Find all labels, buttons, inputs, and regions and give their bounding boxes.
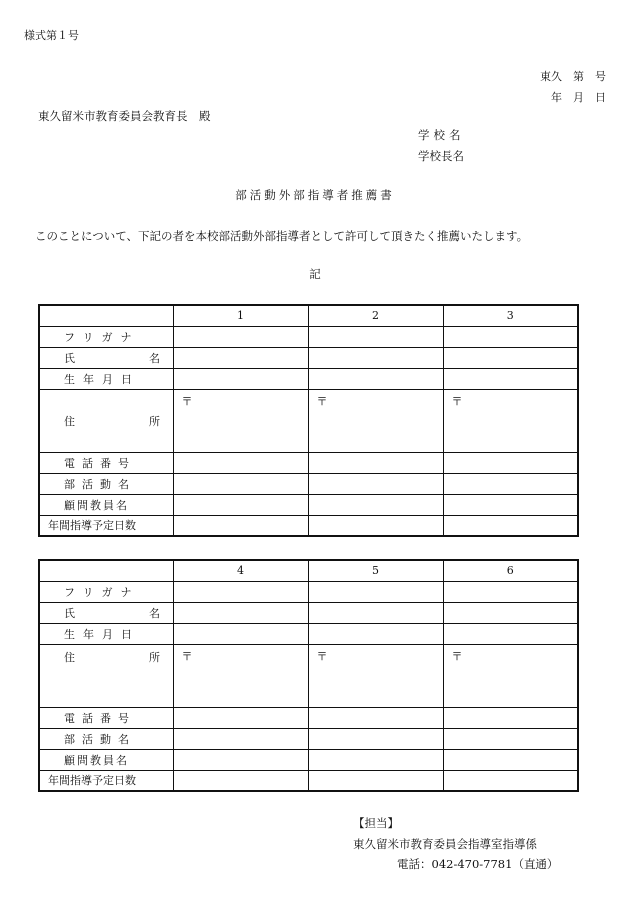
column-header: 6: [443, 560, 578, 581]
address-row: [39, 389, 578, 452]
phone-label: 電話番号: [64, 711, 136, 725]
furigana-label: フリガナ: [64, 330, 140, 344]
column-header: 4: [173, 560, 308, 581]
postal-mark: 〒: [181, 649, 193, 663]
recommendation-table-2: [38, 559, 579, 792]
advisor-cell[interactable]: [173, 494, 308, 515]
furigana-cell[interactable]: [443, 326, 578, 347]
name-row: [39, 347, 578, 368]
furigana-row: [39, 326, 578, 347]
postal-mark: 〒: [181, 394, 193, 408]
contact-phone: 電話：042-470-7781（直通）: [397, 857, 559, 871]
principal-name-label: 学校長名: [418, 149, 464, 163]
address-row: [39, 644, 578, 707]
birthdate-row: [39, 368, 578, 389]
school-name-label: 学校名: [418, 128, 465, 142]
birthdate-cell[interactable]: [308, 623, 443, 644]
advisor-label: 顧問教員名: [64, 498, 129, 512]
address-cell[interactable]: [173, 389, 308, 452]
annual-days-cell[interactable]: [173, 515, 308, 536]
column-header: 5: [308, 560, 443, 581]
birthdate-label: 生年月日: [64, 372, 140, 386]
club-cell[interactable]: [443, 473, 578, 494]
column-header: 1: [173, 305, 308, 326]
name-cell[interactable]: [308, 347, 443, 368]
annual-days-row: [39, 515, 578, 536]
address-cell[interactable]: [173, 644, 308, 707]
annual-days-label: 年間指導予定日数: [48, 519, 136, 533]
furigana-cell[interactable]: [443, 581, 578, 602]
document-title: 部活動外部指導者推薦書: [235, 188, 395, 202]
annual-days-cell[interactable]: [443, 515, 578, 536]
club-cell[interactable]: [173, 728, 308, 749]
address-cell[interactable]: [308, 644, 443, 707]
birthdate-cell[interactable]: [308, 368, 443, 389]
postal-mark: 〒: [451, 394, 463, 408]
furigana-cell[interactable]: [308, 326, 443, 347]
club-cell[interactable]: [308, 728, 443, 749]
club-row: [39, 473, 578, 494]
club-cell[interactable]: [308, 473, 443, 494]
addressee: 東久留米市教育委員会教育長 殿: [38, 109, 211, 123]
name-cell[interactable]: [308, 602, 443, 623]
body-text: このことについて、下記の者を本校部活動外部指導者として許可して頂きたく推薦いたします。: [35, 229, 529, 243]
advisor-cell[interactable]: [173, 749, 308, 770]
phone-row: [39, 452, 578, 473]
furigana-row: [39, 581, 578, 602]
advisor-cell[interactable]: [443, 494, 578, 515]
name-cell[interactable]: [173, 347, 308, 368]
name-cell[interactable]: [173, 602, 308, 623]
furigana-label: フリガナ: [64, 585, 140, 599]
header-blank-cell: [39, 560, 173, 581]
annual-days-cell[interactable]: [308, 770, 443, 791]
furigana-cell[interactable]: [173, 581, 308, 602]
postal-mark: 〒: [451, 649, 463, 663]
club-row: [39, 728, 578, 749]
name-cell[interactable]: [443, 602, 578, 623]
table-header-row: [39, 560, 578, 581]
phone-cell[interactable]: [308, 707, 443, 728]
address-label: 住 所: [64, 414, 160, 428]
annual-days-label: 年間指導予定日数: [48, 774, 136, 788]
contact-heading: 【担当】: [353, 816, 399, 830]
phone-cell[interactable]: [173, 452, 308, 473]
document-number: 東久 第 号: [540, 70, 606, 83]
advisor-row: [39, 494, 578, 515]
postal-mark: 〒: [316, 394, 328, 408]
club-cell[interactable]: [173, 473, 308, 494]
annual-days-cell[interactable]: [173, 770, 308, 791]
phone-cell[interactable]: [443, 452, 578, 473]
document-date: 年 月 日: [551, 91, 606, 104]
club-cell[interactable]: [443, 728, 578, 749]
address-cell[interactable]: [308, 389, 443, 452]
phone-cell[interactable]: [308, 452, 443, 473]
advisor-cell[interactable]: [308, 749, 443, 770]
advisor-row: [39, 749, 578, 770]
column-header: 3: [443, 305, 578, 326]
phone-cell[interactable]: [443, 707, 578, 728]
annual-days-cell[interactable]: [308, 515, 443, 536]
annual-days-row: [39, 770, 578, 791]
club-label: 部活動名: [64, 477, 136, 491]
ki-label: 記: [309, 267, 321, 281]
column-header: 2: [308, 305, 443, 326]
name-cell[interactable]: [443, 347, 578, 368]
address-cell[interactable]: [443, 644, 578, 707]
address-cell[interactable]: [443, 389, 578, 452]
birthdate-cell[interactable]: [443, 623, 578, 644]
recommendation-table-1: [38, 304, 579, 537]
furigana-cell[interactable]: [308, 581, 443, 602]
form-number: 様式第１号: [24, 29, 79, 42]
advisor-cell[interactable]: [443, 749, 578, 770]
annual-days-cell[interactable]: [443, 770, 578, 791]
contact-department: 東久留米市教育委員会指導室指導係: [353, 837, 537, 851]
birthdate-row: [39, 623, 578, 644]
header-blank-cell: [39, 305, 173, 326]
furigana-cell[interactable]: [173, 326, 308, 347]
address-label: 住 所: [64, 650, 160, 664]
birthdate-cell[interactable]: [173, 623, 308, 644]
postal-mark: 〒: [316, 649, 328, 663]
club-label: 部活動名: [64, 732, 136, 746]
phone-row: [39, 707, 578, 728]
birthdate-cell[interactable]: [173, 368, 308, 389]
phone-cell[interactable]: [173, 707, 308, 728]
name-row: [39, 602, 578, 623]
phone-label: 電話番号: [64, 456, 136, 470]
table-header-row: [39, 305, 578, 326]
name-label: 氏 名: [64, 351, 160, 365]
advisor-cell[interactable]: [308, 494, 443, 515]
advisor-label: 顧問教員名: [64, 753, 129, 767]
birthdate-cell[interactable]: [443, 368, 578, 389]
name-label: 氏 名: [64, 606, 160, 620]
birthdate-label: 生年月日: [64, 627, 140, 641]
